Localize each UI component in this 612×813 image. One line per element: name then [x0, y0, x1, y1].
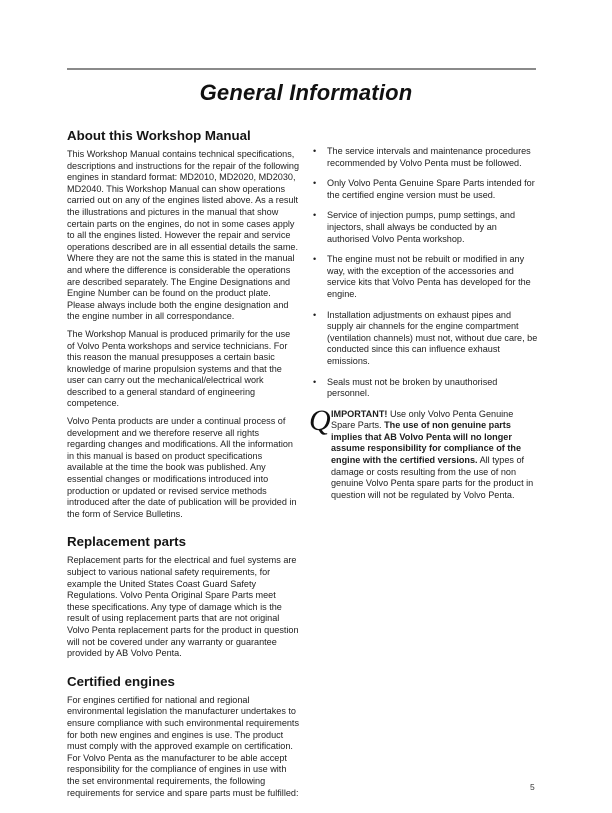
- section-heading: Replacement parts: [67, 534, 186, 550]
- bullet-icon: •: [313, 146, 317, 156]
- list-item: [311, 254, 539, 300]
- bullet-icon: •: [313, 178, 317, 189]
- requirements-list: [311, 146, 539, 400]
- list-item-text: Seals must not be broken by unauthorised personnel.: [327, 376, 498, 399]
- list-item: [311, 210, 539, 245]
- important-notice: [309, 403, 539, 502]
- list-item: [311, 178, 539, 201]
- list-item: [311, 377, 539, 400]
- list-item-text: Installation adjustments on exhaust pipes and supply air channels for the engine compartment (ventilation channels) must not, without due care, be conducted since this can influence exhaust emissions.: [327, 309, 538, 366]
- important-label: IMPORTANT!: [331, 408, 388, 419]
- paragraph: For engines certified for national and regional environmental legislation the manufacturer undertakes to ensure compliance with such environmental requirements for both new engines and engines is use. The product must comply with the approved example on certification. For Volvo Penta as the manufacturer to be able accept responsibility for the compliance of engines in use with the set environmental requirements, the following requirements for service and spare parts must be fulfilled:: [67, 694, 300, 798]
- bullet-icon: •: [313, 254, 317, 265]
- section-certified-engines: [67, 674, 299, 799]
- paragraph: Replacement parts for the electrical and fuel systems are subject to various national safety requirements, for example the United States Coast Guard Safety Regulations. Volvo Penta Original Spare Parts meet these specifications. Any type of damage which is the result of using replacement parts that are not original Volvo Penta replacement parts for the product in question will not be covered under any warranty or guarantee provided by AB Volvo Penta.: [67, 555, 299, 659]
- header-rule: [67, 68, 536, 70]
- left-column: [67, 128, 299, 813]
- paragraph: Volvo Penta products are under a continual process of development and we therefore reserve all rights regarding changes and modifications. All the information in this manual is based on product specifications available at the time the book was published. Any essential changes or modifications introduced into production or updated or revised service methods introduced after the date of publication will be provided in the form of Service Bulletins.: [67, 416, 297, 519]
- right-column: [311, 146, 539, 501]
- bullet-icon: •: [313, 376, 317, 387]
- page-number: 5: [530, 782, 535, 792]
- section-about-manual: [67, 128, 299, 520]
- paragraph: The Workshop Manual is produced primarily for the use of Volvo Penta workshops and service technicians. For this reason the manual presupposes a certain basic knowledge of marine propulsion systems and that the user can carry out the mechanical/electrical work described to a general standard of engineering competence.: [67, 328, 291, 409]
- list-item-text: Service of injection pumps, pump settings, and injectors, shall always be conducted by an authorised Volvo Penta workshop.: [327, 210, 516, 244]
- section-heading: Certified engines: [67, 673, 175, 689]
- list-item-text: The engine must not be rebuilt or modified in any way, with the exception of the accessories and service kits that Volvo Penta has developed for the engine.: [327, 254, 531, 299]
- important-text: All types of damage or costs resulting from the use of non genuine Volvo Penta spare parts for the product in question will not be regulated by Volvo Penta.: [331, 455, 534, 500]
- page-title: General Information: [199, 80, 413, 105]
- important-bold-text: The use of non genuine parts implies that AB Volvo Penta will no longer assume responsibility for compliance of the engine with the certified versions.: [331, 420, 522, 466]
- bullet-icon: •: [313, 309, 317, 320]
- important-icon: Q: [309, 403, 331, 437]
- important-text: Use only Volvo Penta Genuine Spare Parts.: [331, 408, 514, 431]
- list-item: [311, 310, 539, 368]
- list-item-text: The service intervals and maintenance procedures recommended by Volvo Penta must be followed.: [327, 146, 531, 168]
- paragraph: This Workshop Manual contains technical specifications, descriptions and instructions for the repair of the following engines in standard format: MD2010, MD2020, MD2030, MD2040. This Workshop Manual can show operations carried out on any of the engines listed above. As a result the illustrations and pictures in the manual that show certain parts on the engines, do not in some cases apply to all the engines listed. However the repair and service operations described are in all essential details the same. Where they are not the same this is stated in the manual and where the difference is considerable the operations are described separately. The Engine Designations and Engine Number can be found on the product plate. Please always include both the engine designation and the engine number in all correspondance.: [67, 149, 300, 322]
- list-item-text: Only Volvo Penta Genuine Spare Parts intended for the certified engine version must be used.: [327, 178, 535, 200]
- section-heading: About this Workshop Manual: [67, 128, 251, 143]
- section-replacement-parts: [67, 534, 299, 659]
- bullet-icon: •: [313, 210, 317, 221]
- list-item: [311, 146, 539, 169]
